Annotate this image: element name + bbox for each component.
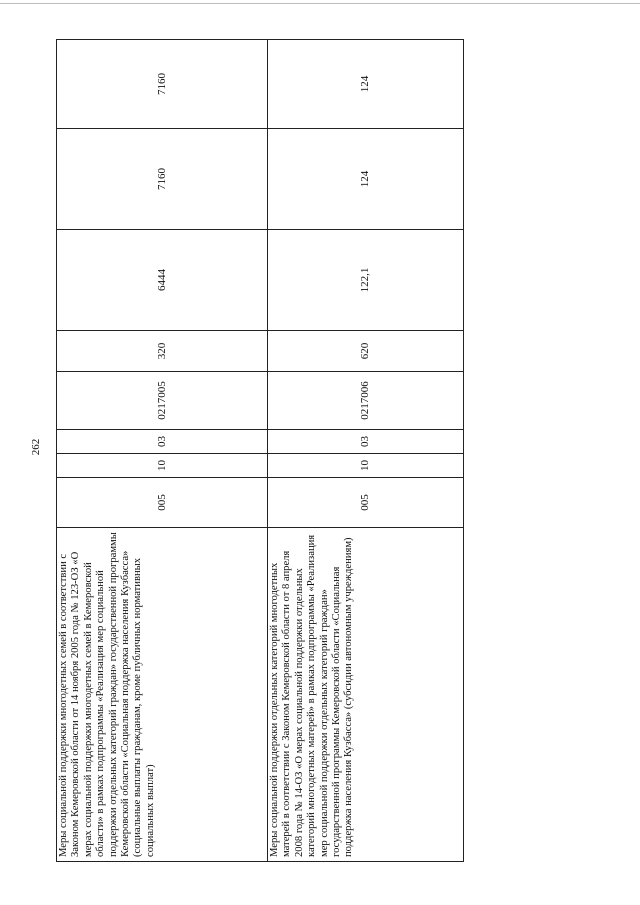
subsection-code-cell: 03 [57, 430, 268, 454]
amount-2-cell: 7160 [57, 129, 268, 230]
budget-table [56, 39, 464, 862]
ministry-code-cell: 005 [268, 478, 464, 528]
row-description: Меры социальной поддержки многодетных семей в соответствии с Законом Кемеровской области от 14 ноября 2005 года № 123-ОЗ «О мерах социальной поддержки многодетных семей в Кемеровской области» в рамках подпрограммы «Реализация мер социальной поддержки отдельных категорий граждан» государственной программы Кемеровской области «Социальная поддержка населения Кузбасса» (социальные выплаты гражданам, кроме публичных нормативных социальных выплат) [57, 528, 268, 862]
row-description: Меры социальной поддержки отдельных категорий многодетных матерей в соответствии с Законом Кемеровской области от 8 апреля 2008 года № 14-ОЗ «О мерах социальной поддержки отдельных категорий многодетных матерей» в рамках подпрограммы «Реализация мер социальной поддержки отдельных категорий граждан» государственной программы Кемеровской области «Социальная поддержка населения Кузбасса» (субсидии автономным учреждениям) [268, 528, 464, 862]
amount-1-cell: 122,1 [268, 230, 464, 331]
ministry-code-cell: 005 [57, 478, 268, 528]
target-article-cell: 0217006 [268, 372, 464, 430]
table-row [57, 40, 268, 862]
amount-3-cell: 124 [268, 40, 464, 129]
expense-type-cell: 320 [57, 331, 268, 372]
section-code-cell: 10 [268, 454, 464, 478]
amount-3-cell: 7160 [57, 40, 268, 129]
table-row [268, 40, 464, 862]
expense-type-cell: 620 [268, 331, 464, 372]
target-article-cell: 0217005 [57, 372, 268, 430]
amount-1-cell: 6444 [57, 230, 268, 331]
subsection-code-cell: 03 [268, 430, 464, 454]
rotated-table-wrapper [56, 40, 463, 862]
section-code-cell: 10 [57, 454, 268, 478]
top-rule [0, 3, 640, 4]
page-number: 262 [30, 438, 42, 456]
amount-2-cell: 124 [268, 129, 464, 230]
